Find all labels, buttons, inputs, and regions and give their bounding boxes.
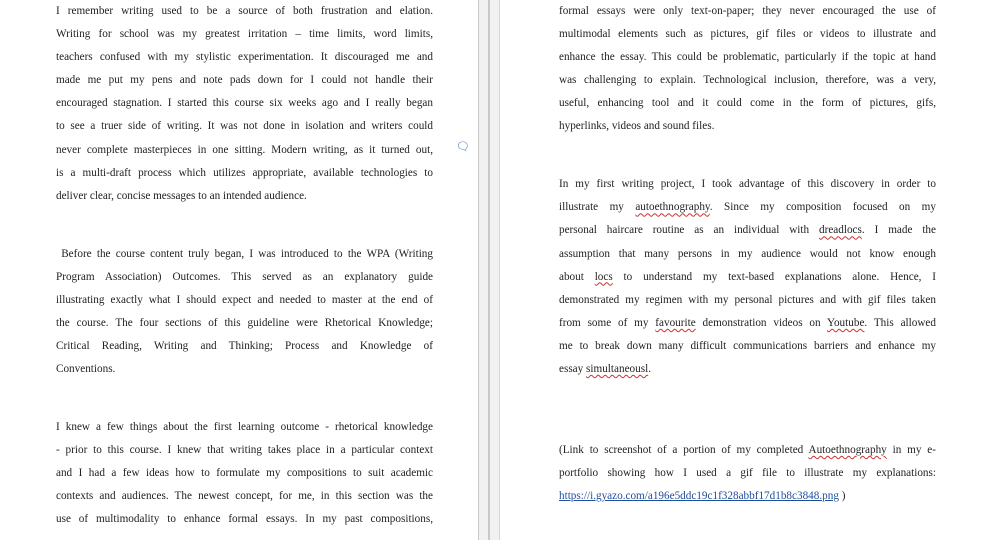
text-line: to see a truer side of writing. It was not done in isolation and writers could bbox=[56, 120, 433, 133]
speech-bubble-icon[interactable]: 🗨 bbox=[456, 140, 470, 153]
text-line: hyperlinks, videos and sound files. bbox=[559, 120, 715, 133]
paragraph-5 bbox=[559, 173, 936, 381]
text-column-right bbox=[559, 0, 936, 508]
text-line: encouraged stagnation. I started this course six weeks ago and I really began bbox=[56, 97, 433, 110]
paragraph-2 bbox=[56, 243, 433, 382]
paragraph-6 bbox=[559, 439, 936, 508]
misspelled-word[interactable]: dreadlocs bbox=[819, 224, 862, 237]
paragraph-1 bbox=[56, 0, 433, 208]
text-line: - prior to this course. I knew that writing takes place in a particular context bbox=[56, 443, 433, 456]
text-line bbox=[559, 439, 936, 462]
text-line: illustrating exactly what I should expect and needed to master at the end of bbox=[56, 293, 433, 306]
paragraph-3 bbox=[56, 416, 433, 531]
text-line: portfolio showing how I used a gif file to illustrate my explanations: bbox=[559, 466, 936, 479]
paragraph-spacing bbox=[56, 381, 433, 416]
text-line: Program Association) Outcomes. This served as an explanatory guide bbox=[56, 270, 433, 283]
document-page-left[interactable] bbox=[0, 0, 478, 540]
paragraph-spacing bbox=[559, 139, 936, 174]
text-run: about bbox=[559, 270, 595, 283]
misspelled-word[interactable]: simultaneousl bbox=[586, 363, 649, 375]
text-run: . bbox=[648, 363, 651, 375]
text-line: demonstrated my regimen with my personal pictures and with gif files taken bbox=[559, 293, 936, 306]
text-line bbox=[559, 196, 936, 219]
text-run: ) bbox=[838, 490, 846, 503]
paragraph-4 bbox=[559, 0, 936, 139]
text-line: In my first writing project, I took advantage of this discovery in order to bbox=[559, 178, 936, 191]
text-line: contexts and audiences. The newest concept, for me, in this section was the bbox=[56, 490, 433, 503]
text-line: use of multimodality to enhance formal essays. In my past compositions, bbox=[56, 513, 433, 526]
text-line: is a multi-draft process which utilizes appropriate, available technologies to bbox=[56, 166, 433, 179]
text-line: Writing for school was my greatest irritation – time limits, word limits, bbox=[56, 28, 433, 41]
text-run: . Since my composition focused on my bbox=[709, 201, 936, 214]
text-run: . This allowed bbox=[864, 316, 936, 329]
screenshot-hyperlink[interactable]: https://i.gyazo.com/a196e5ddc19c1f328abbf17d1b8c3848.png bbox=[559, 490, 839, 503]
text-run: . I made the bbox=[861, 224, 936, 237]
text-line bbox=[559, 219, 936, 242]
text-run: personal haircare routine as an individual with bbox=[559, 224, 820, 237]
text-line: Conventions. bbox=[56, 363, 116, 375]
paragraph-spacing bbox=[56, 208, 433, 243]
text-run: illustrate my bbox=[559, 201, 636, 214]
text-column-left bbox=[56, 0, 433, 531]
text-line bbox=[559, 485, 936, 508]
text-run: demonstration videos on bbox=[695, 316, 827, 329]
text-line bbox=[559, 266, 936, 289]
text-run: in my e- bbox=[886, 443, 936, 456]
text-line: I knew a few things about the first learning outcome - rhetorical knowledge bbox=[56, 420, 433, 433]
text-line: made me put my pens and note pads down for I could not handle their bbox=[56, 74, 433, 87]
text-run: (Link to screenshot of a portion of my completed bbox=[559, 443, 809, 456]
document-page-right[interactable] bbox=[500, 0, 992, 540]
text-line: teachers confused with my stylistic experimentation. It discouraged me and bbox=[56, 51, 433, 64]
text-run: from some of my bbox=[559, 316, 656, 329]
text-line: and I had a few ideas how to formulate my compositions to suit academic bbox=[56, 466, 433, 479]
text-line: deliver clear, concise messages to an intended audience. bbox=[56, 189, 307, 202]
text-line: me to break down many difficult communications barriers and enhance my bbox=[559, 339, 936, 352]
text-line: enhance the essay. This could be problematic, particularly if the topic at hand bbox=[559, 51, 936, 64]
text-line: was challenging to explain. Technological inclusion, therefore, was a very, bbox=[559, 74, 936, 87]
page-gutter bbox=[478, 0, 500, 540]
misspelled-word[interactable]: locs bbox=[594, 270, 613, 283]
text-line: Before the course content truly began, I was introduced to the WPA (Writing bbox=[56, 247, 433, 260]
misspelled-word[interactable]: autoethnography bbox=[635, 201, 710, 214]
text-line bbox=[559, 358, 936, 381]
page-edge-shadow bbox=[488, 0, 490, 540]
misspelled-word[interactable]: favourite bbox=[655, 316, 696, 329]
misspelled-word[interactable]: Youtube bbox=[827, 316, 865, 329]
text-line: useful, enhancing tool and it could come in the form of pictures, gifs, bbox=[559, 97, 936, 110]
text-line bbox=[559, 312, 936, 335]
text-line: multimodal elements such as pictures, gif files or videos to illustrate and bbox=[559, 28, 936, 41]
paragraph-spacing bbox=[559, 381, 936, 439]
text-line: never complete masterpieces in one sitting. Modern writing, as it turned out, bbox=[56, 143, 433, 156]
misspelled-word[interactable]: Autoethnography bbox=[808, 443, 887, 456]
text-line: I remember writing used to be a source of both frustration and elation. bbox=[56, 5, 433, 17]
text-line: Critical Reading, Writing and Thinking; Process and Knowledge of bbox=[56, 339, 433, 352]
text-line: formal essays were only text-on-paper; they never encouraged the use of bbox=[559, 5, 936, 17]
text-line: assumption that many persons in my audience would not know enough bbox=[559, 247, 936, 260]
text-line: the course. The four sections of this guideline were Rhetorical Knowledge; bbox=[56, 316, 433, 329]
text-run: to understand my text-based explanations alone. Hence, I bbox=[612, 270, 937, 283]
text-run: essay bbox=[559, 363, 587, 375]
